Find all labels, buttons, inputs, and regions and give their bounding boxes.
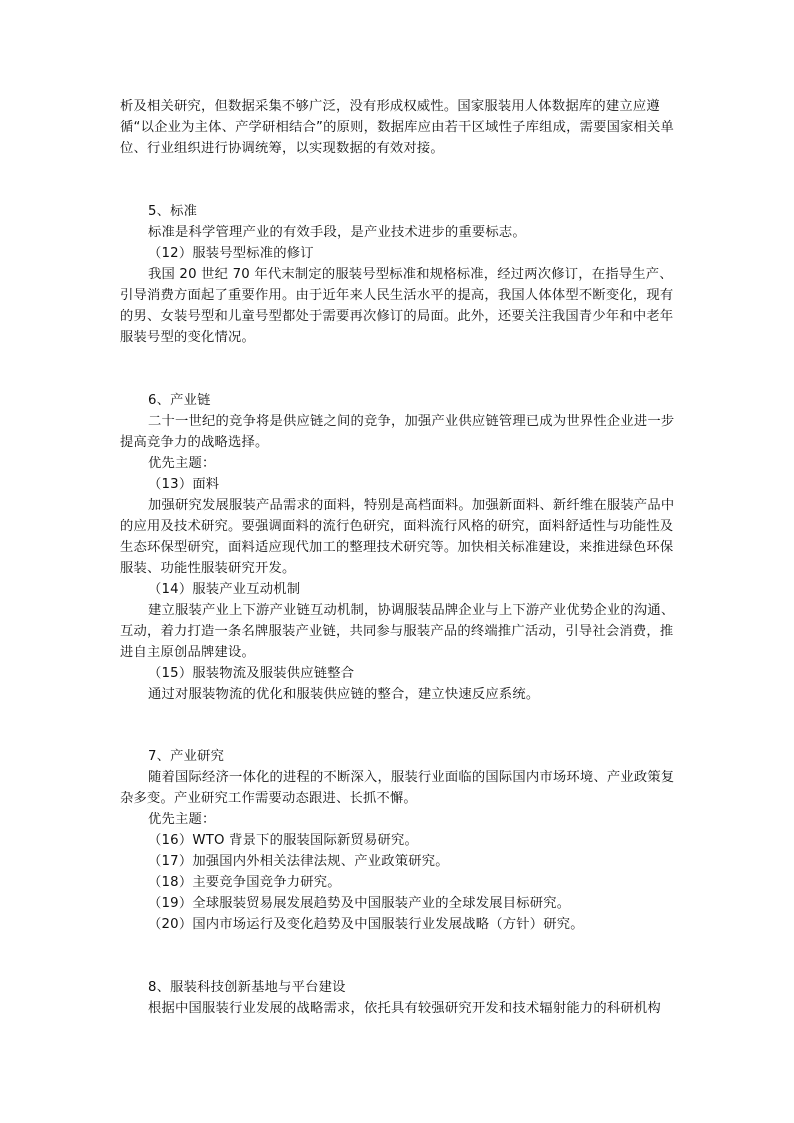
item-18: （18）主要竞争国竞争力研究。 (148, 875, 341, 890)
item-20: （20）国内市场运行及变化趋势及中国服装行业发展战略（方针）研究。 (148, 917, 584, 932)
item-14-title: （14）服装产业互动机制 (148, 582, 301, 597)
item-12-title: （12）服装号型标准的修订 (148, 246, 314, 261)
item-15-paragraph: 通过对服装物流的优化和服装供应链的整合，建立快速反应系统。 (148, 687, 540, 702)
item-15-title: （15）服装物流及服装供应链整合 (148, 666, 355, 681)
continuation-paragraph: 析及相关研究，但数据采集不够广泛，没有形成权威性。国家服装用人体数据库的建立应遵循“以企业为主体、产学研相结合”的原则，数据库应由若干区域性子库组成，需要国家相关单位、行业组织进行协调统筹，以实现数据的有效对接。 (120, 99, 675, 156)
section-7-title: 7、产业研究 (148, 749, 225, 764)
item-19: （19）全球服装贸易展发展趋势及中国服装产业的全球发展目标研究。 (148, 896, 571, 911)
item-17: （17）加强国内外相关法律法规、产业政策研究。 (148, 854, 449, 869)
section-7-intro: 随着国际经济一体化的进程的不断深入，服装行业面临的国际国内市场环境、产业政策复杂多变。产业研究工作需要动态跟进、长抓不懈。 (120, 770, 675, 806)
section-6-priority-label: 优先主题： (148, 456, 216, 471)
item-13-paragraph: 加强研究发展服装产品需求的面料，特别是高档面料。加强新面料、新纤维在服装产品中的应用及技术研究。要强调面料的流行色研究，面料流行风格的研究，面料舒适性与功能性及生态环保型研究，面料适应现代加工的整理技术研究等。加快相关标准建设，来推进绿色环保服装、功能性服装研究开发。 (120, 498, 675, 576)
section-6-title: 6、产业链 (148, 393, 211, 408)
section-6-intro: 二十一世纪的竞争将是供应链之间的竞争，加强产业供应链管理已成为世界性企业进一步提高竞争力的战略选择。 (120, 414, 675, 450)
section-7-priority-label: 优先主题： (148, 812, 216, 827)
item-12-paragraph: 我国 20 世纪 70 年代末制定的服装号型标准和规格标准，经过两次修订，在指导生产、引导消费方面起了重要作用。由于近年来人民生活水平的提高，我国人体体型不断变化，现有的男、女装号型和儿童号型都处于需要再次修订的局面。此外，还要关注我国青少年和中老年服装号型的变化情况。 (120, 267, 674, 345)
item-13-title: （13）面料 (148, 477, 220, 492)
item-14-paragraph: 建立服装产业上下游产业链互动机制，协调服装品牌企业与上下游产业优势企业的沟通、互动，着力打造一条名牌服装产业链，共同参与服装产品的终端推广活动，引导社会消费，推进自主原创品牌建设。 (120, 603, 675, 660)
section-5-intro: 标准是科学管理产业的有效手段，是产业技术进步的重要标志。 (148, 225, 526, 240)
section-8-title: 8、服装科技创新基地与平台建设 (148, 980, 346, 995)
section-5-title: 5、标准 (148, 204, 198, 219)
item-16: （16）WTO 背景下的服装国际新贸易研究。 (148, 833, 419, 848)
section-8-intro: 根据中国服装行业发展的战略需求，依托具有较强研究开发和技术辐射能力的科研机构 (148, 1001, 661, 1016)
